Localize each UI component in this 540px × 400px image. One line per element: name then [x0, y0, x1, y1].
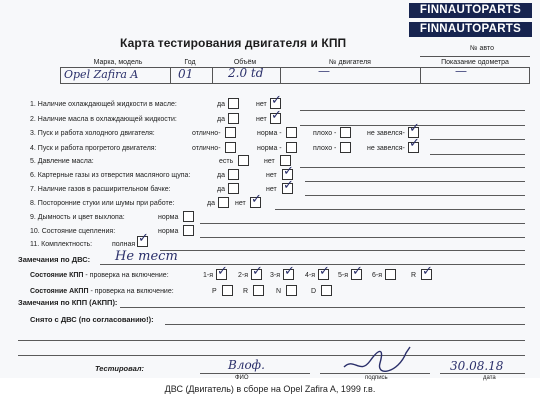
checkbox-row3-normal[interactable] [286, 127, 297, 138]
table-divider [170, 67, 171, 84]
signature-line [200, 373, 310, 374]
dvs-remarks-value: Не тест [115, 249, 178, 264]
signature-mark [340, 345, 420, 375]
row-2: 2. Наличие масла в охлаждающей жидкости: [30, 116, 177, 123]
row-line [275, 209, 525, 210]
checkbox-row8-yes[interactable] [218, 197, 229, 208]
checkbox-row7-yes[interactable] [228, 183, 239, 194]
odometer-value: — [455, 64, 467, 78]
row-11: 11. Комплектность: [30, 241, 93, 248]
checkbox-row2-yes[interactable] [228, 113, 239, 124]
row-line [430, 154, 525, 155]
gear-r-label: R [411, 272, 417, 279]
opt-excellent: отлично- [192, 130, 221, 137]
gear-3-label: 3-я [270, 272, 281, 279]
checkbox-row10-normal[interactable] [183, 225, 194, 236]
check-mark-icon: ✓ [284, 264, 295, 279]
opt-complete: полная [112, 241, 136, 248]
opt-bad: плохо - [313, 145, 337, 152]
opt-no: нет [256, 101, 267, 108]
opt-bad: плохо - [313, 130, 337, 137]
image-caption: ДВС (Двигатель) в сборе на Opel Zafira A, 1999 г.в. [164, 384, 376, 394]
opt-present: есть [219, 158, 234, 165]
gear-n-label: N [276, 288, 282, 295]
gear-d-label: D [311, 288, 317, 295]
gear-p-label: P [212, 288, 217, 295]
row-line [18, 355, 525, 356]
engine-value: — [318, 64, 330, 78]
row-line [305, 181, 525, 182]
table-divider [212, 67, 213, 84]
check-mark-icon: ✓ [283, 178, 294, 193]
checkbox-row5-present[interactable] [238, 155, 249, 166]
odometer-label: Показание одометра [441, 59, 509, 66]
kpp-row: Состояние КПП - проверка на включение: [30, 272, 169, 279]
date-value: 30.08.18 [450, 359, 504, 373]
checkbox-gear-d[interactable] [321, 285, 332, 296]
row-line [100, 264, 525, 265]
checkbox-row4-bad[interactable] [340, 142, 351, 153]
check-mark-icon: ✓ [271, 93, 282, 108]
check-mark-icon: ✓ [319, 264, 330, 279]
date-label: дата [483, 375, 496, 381]
checkbox-gear-6[interactable] [385, 269, 396, 280]
gear-4-label: 4-я [305, 272, 316, 279]
row-line [300, 110, 525, 111]
check-mark-icon: ✓ [252, 264, 263, 279]
checkbox-row1-yes[interactable] [228, 98, 239, 109]
row-4: 4. Пуск и работа прогретого двигателя: [30, 145, 157, 152]
right-panel-divider [420, 56, 530, 57]
tester-name-value: Влоф. [228, 358, 265, 372]
checkbox-gear-n[interactable] [286, 285, 297, 296]
check-mark-icon: ✓ [138, 231, 149, 246]
row-8: 8. Посторонние стуки или шумы при работе: [30, 200, 175, 207]
brand-logo-bottom: FINNAUTOPARTS [409, 22, 532, 37]
dvs-remarks-label: Замечания по ДВС: [18, 255, 91, 264]
row-line [120, 307, 525, 308]
brand-logo-top: FINNAUTOPARTS [409, 3, 532, 18]
akpp-row: Состояние АКПП - проверка на включение: [30, 288, 174, 295]
fio-label: ФИО [235, 375, 249, 381]
model-value: Opel Zafira A [64, 68, 139, 81]
gear-2-label: 2-я [238, 272, 249, 279]
opt-normal: норма - [257, 145, 282, 152]
checkbox-row4-normal[interactable] [286, 142, 297, 153]
row-line [300, 167, 525, 168]
check-mark-icon: ✓ [251, 192, 262, 207]
opt-no-start: не завелся- [367, 130, 405, 137]
check-mark-icon: ✓ [352, 264, 363, 279]
table-divider [420, 67, 421, 84]
row-line [430, 139, 525, 140]
opt-yes: да [207, 200, 215, 207]
checkbox-row3-bad[interactable] [340, 127, 351, 138]
row-1: 1. Наличие охлаждающей жидкости в масле: [30, 101, 177, 108]
check-mark-icon: ✓ [271, 108, 282, 123]
checkbox-row9-normal[interactable] [183, 211, 194, 222]
opt-yes: да [217, 186, 225, 193]
checkbox-row3-excellent[interactable] [225, 127, 236, 138]
volume-value: 2.0 td [228, 66, 264, 80]
signature-line [440, 373, 525, 374]
signature-line [320, 373, 430, 374]
check-mark-icon: ✓ [409, 136, 420, 151]
col-volume-label: Объём [233, 59, 257, 66]
opt-normal: норма - [257, 130, 282, 137]
row-9: 9. Дымность и цвет выхлопа: [30, 214, 125, 221]
car-number-label: № авто [470, 45, 494, 52]
checkbox-row4-excellent[interactable] [225, 142, 236, 153]
opt-yes: да [217, 101, 225, 108]
year-value: 01 [178, 67, 194, 81]
sign-label: подпись [365, 375, 388, 381]
opt-no-start: не завелся- [367, 145, 405, 152]
opt-no: нет [235, 200, 246, 207]
row-3: 3. Пуск и работа холодного двигателя: [30, 130, 155, 137]
row-line [200, 223, 525, 224]
gear-6-label: 6-я [372, 272, 383, 279]
opt-normal: норма [158, 228, 179, 235]
row-line [165, 324, 525, 325]
col-model-label: Марка, модель [93, 59, 143, 66]
col-engine-label: № двигателя [329, 59, 371, 66]
row-7: 7. Наличие газов в расширительном бачке: [30, 186, 171, 193]
row-line [18, 340, 525, 341]
checkbox-gear-p[interactable] [222, 285, 233, 296]
opt-no: нет [266, 186, 277, 193]
check-mark-icon: ✓ [283, 164, 294, 179]
row-6: 6. Картерные газы из отверстия масляного щупа: [30, 172, 191, 179]
row-10: 10. Состояние сцепления: [30, 228, 116, 235]
checkbox-gear-r-auto[interactable] [253, 285, 264, 296]
opt-normal: норма [158, 214, 179, 221]
row-5: 5. Давление масла: [30, 158, 94, 165]
row-line [200, 237, 525, 238]
opt-excellent: отлично- [192, 145, 221, 152]
tested-label: Тестировал: [95, 364, 144, 373]
opt-yes: да [217, 172, 225, 179]
row-line [305, 195, 525, 196]
opt-yes: да [217, 116, 225, 123]
removed-label: Снято с ДВС (по согласованию!): [30, 315, 154, 324]
gear-5-label: 5-я [338, 272, 349, 279]
row-line [160, 250, 525, 251]
opt-no: нет [256, 116, 267, 123]
table-divider [280, 67, 281, 84]
check-mark-icon: ✓ [409, 121, 420, 136]
opt-no: нет [264, 158, 275, 165]
opt-no: нет [266, 172, 277, 179]
checkbox-row6-yes[interactable] [228, 169, 239, 180]
check-mark-icon: ✓ [422, 264, 433, 279]
gear-1-label: 1-я [203, 272, 214, 279]
kpp-remarks-label: Замечания по КПП (АКПП): [18, 298, 118, 307]
gear-r-auto-label: R [243, 288, 249, 295]
col-year-label: Год [184, 59, 196, 66]
check-mark-icon: ✓ [217, 264, 228, 279]
page-title: Карта тестирования двигателя и КПП [120, 36, 347, 50]
